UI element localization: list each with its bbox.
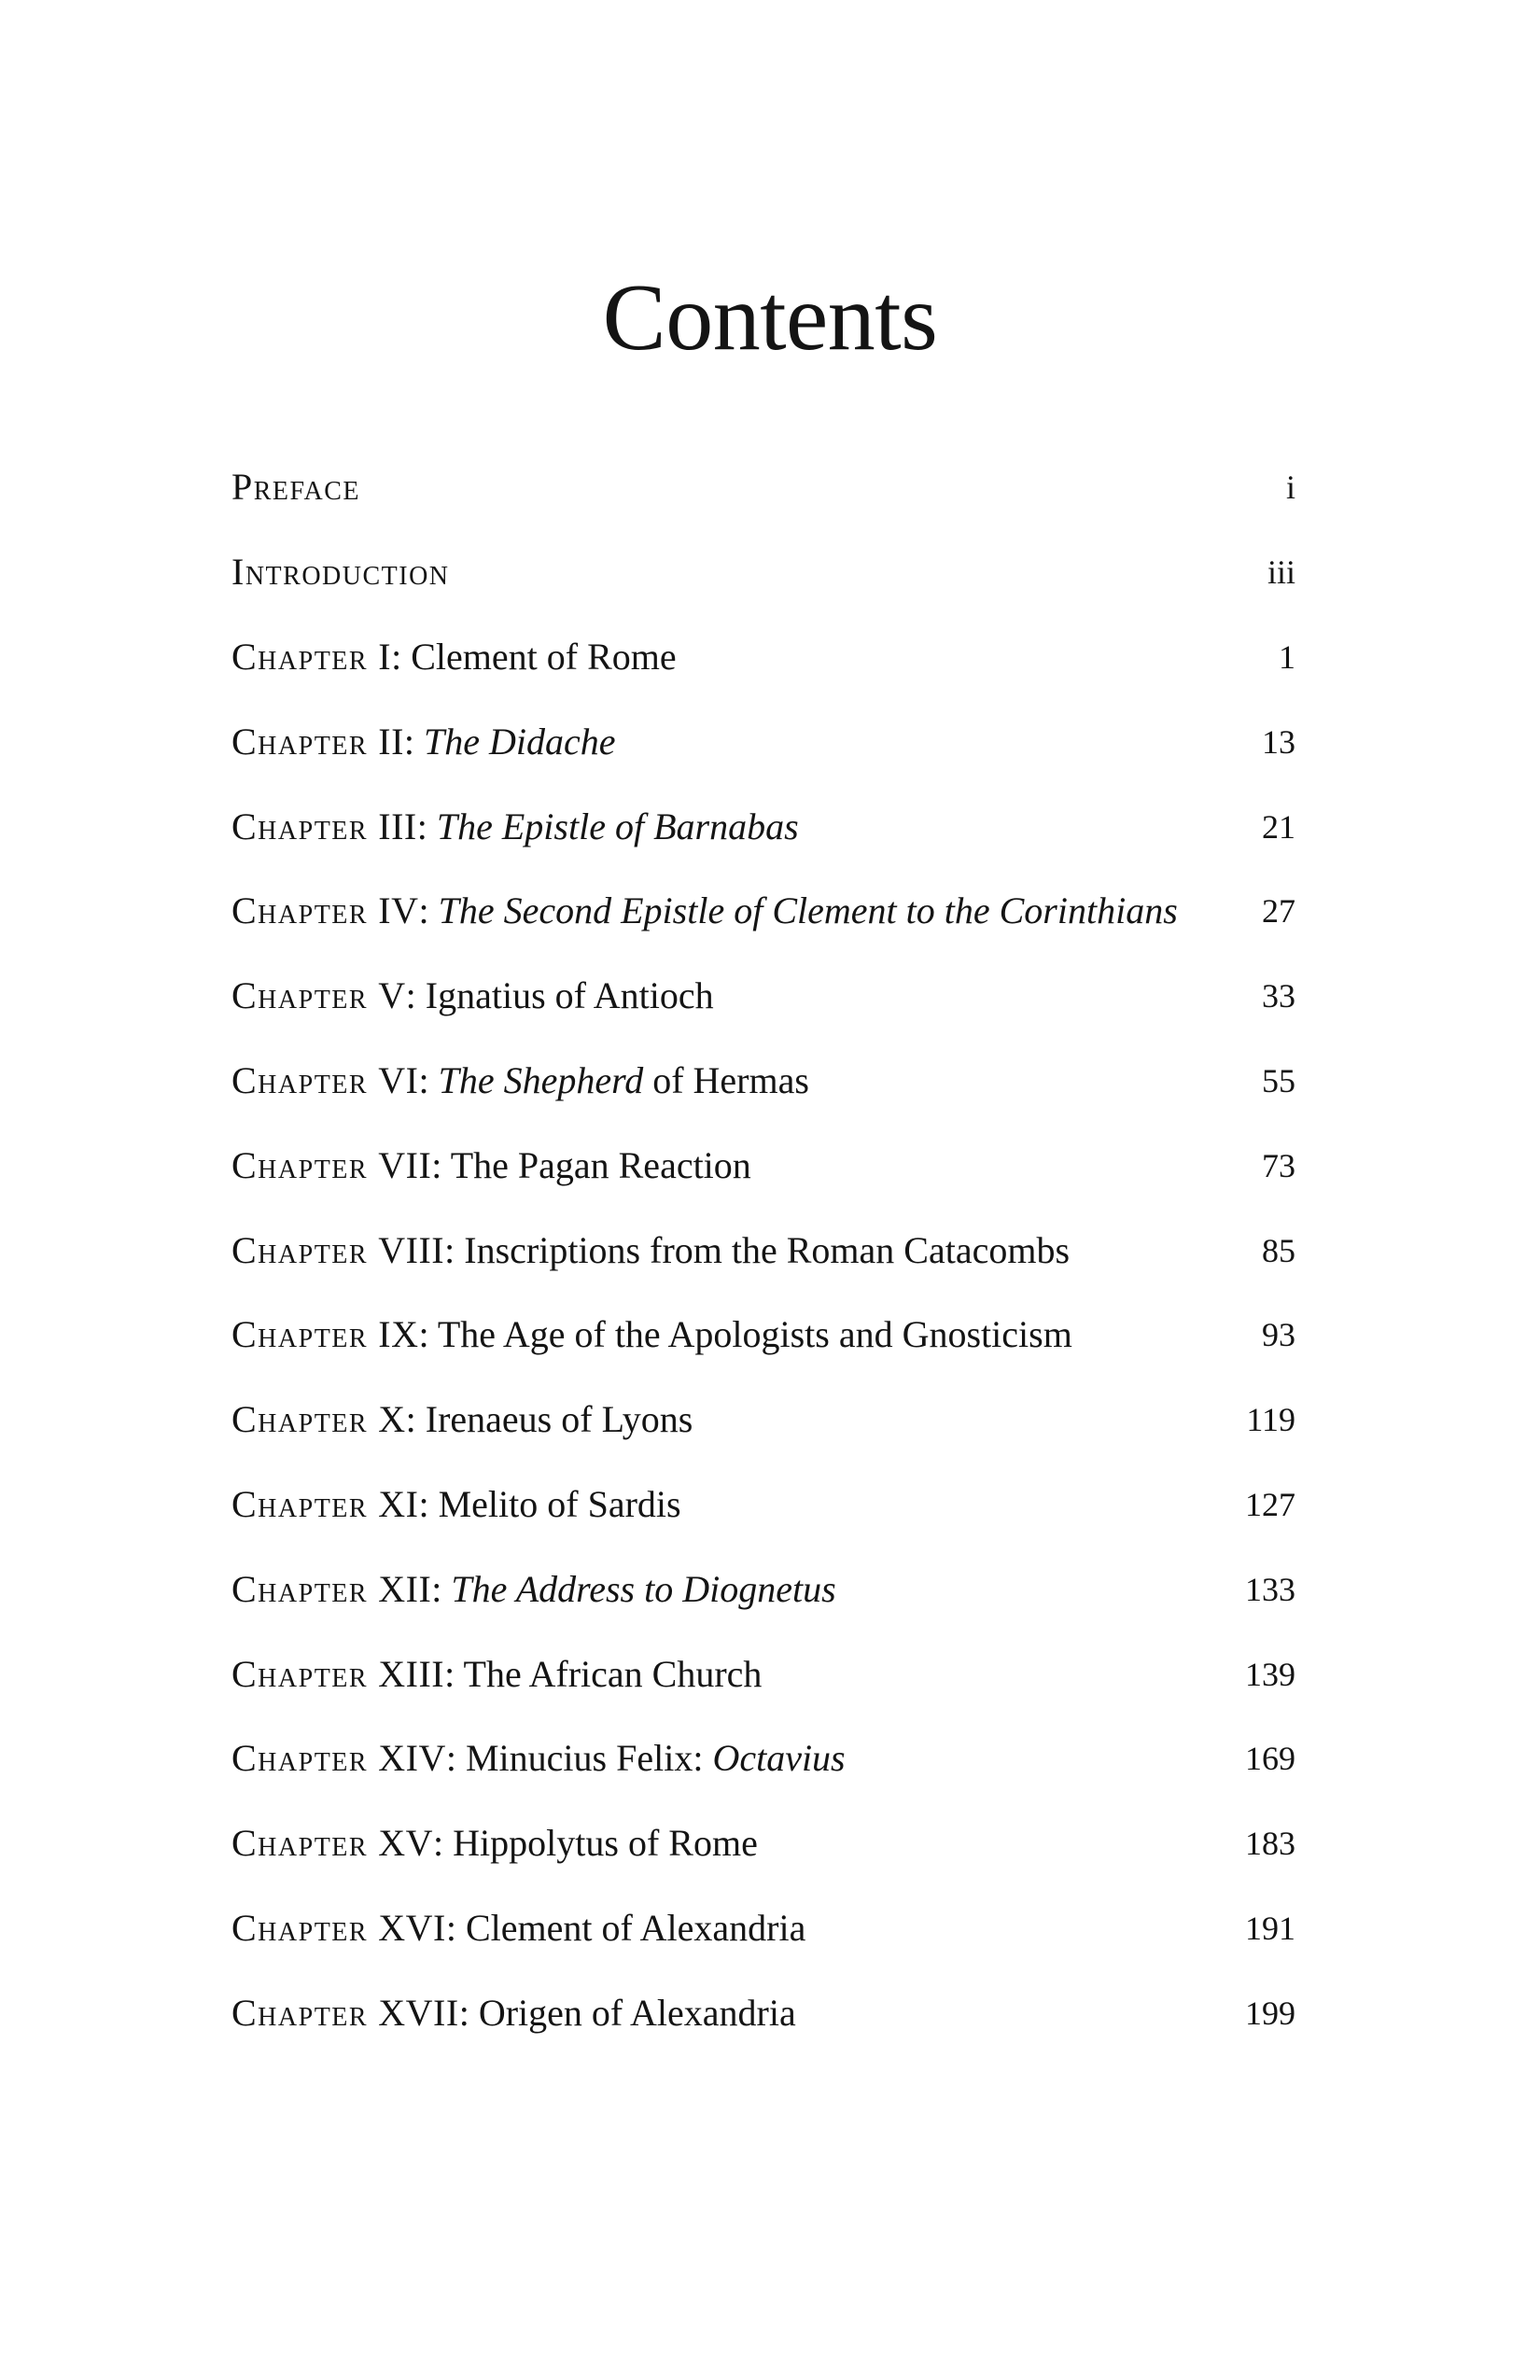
toc-entry-title	[231, 889, 1178, 932]
toc-entry-name-roman: Origen of Alexandria	[478, 1991, 796, 2034]
toc-entry-label: Chapter	[231, 974, 369, 1017]
toc-entry-label: Chapter	[231, 1313, 369, 1356]
toc-entry-label: Introduction	[231, 551, 450, 594]
toc-entry[interactable]	[231, 784, 1295, 869]
toc-entry[interactable]	[231, 699, 1295, 784]
toc-entry-label: Chapter	[231, 1906, 369, 1949]
toc-entry-label: Chapter	[231, 1058, 369, 1101]
toc-entry-title	[231, 1398, 693, 1441]
toc-entry[interactable]	[231, 530, 1295, 615]
toc-entry[interactable]	[231, 1886, 1295, 1971]
toc-entry-name-roman: Clement of Alexandria	[465, 1906, 806, 1949]
toc-entry-name-roman: Inscriptions from the Roman Catacombs	[464, 1228, 1071, 1271]
toc-entry-name-roman: Melito of Sardis	[438, 1482, 681, 1525]
toc-entry-title	[231, 1991, 796, 2034]
toc-entry-title	[231, 551, 450, 594]
toc-entry-page: 139	[1245, 1655, 1295, 1693]
toc-entry-name	[426, 974, 714, 1016]
toc-entry-label: Chapter	[231, 889, 369, 932]
toc-entry-label: Chapter	[231, 1482, 369, 1525]
toc-entry-label: Chapter	[231, 1228, 369, 1271]
toc-entry-title	[231, 720, 616, 763]
toc-entry-page: 13	[1262, 722, 1295, 761]
toc-entry-title	[231, 1652, 763, 1695]
toc-entry-title	[231, 1313, 1072, 1356]
toc-entry-number: VI	[378, 1058, 419, 1101]
toc-entry-page: 33	[1262, 977, 1295, 1015]
toc-entry-title	[231, 1822, 758, 1865]
toc-entry[interactable]	[231, 615, 1295, 700]
toc-entry-number: XI	[378, 1482, 419, 1525]
toc-entry-label: Chapter	[231, 1737, 369, 1780]
toc-entry-separator: :	[418, 1058, 439, 1101]
toc-entry-title	[231, 466, 361, 509]
toc-entry[interactable]	[231, 869, 1295, 954]
toc-entry-name	[451, 1144, 751, 1186]
toc-entry-separator: :	[433, 1822, 454, 1865]
toc-entry-label: Chapter	[231, 1143, 369, 1186]
toc-entry-number: III	[378, 805, 417, 847]
toc-entry-title	[231, 1567, 836, 1610]
toc-entry[interactable]	[231, 1378, 1295, 1463]
toc-entry-name-roman: The Age of the Apologists and Gnosticism	[437, 1313, 1072, 1356]
toc-entry-page: 55	[1262, 1061, 1295, 1099]
toc-entry-name-italic: The Shepherd	[438, 1058, 644, 1101]
toc-entry-number: VII	[378, 1143, 432, 1186]
toc-entry-label: Chapter	[231, 635, 369, 678]
toc-entry-page: 85	[1262, 1231, 1295, 1269]
toc-entry-title	[231, 1228, 1071, 1271]
toc-entry[interactable]	[231, 445, 1295, 530]
toc-entry-name	[464, 1229, 1070, 1271]
toc-entry-name-italic: Octavius	[712, 1737, 846, 1780]
toc-entry-number: IX	[378, 1313, 419, 1356]
toc-entry-page: 183	[1245, 1825, 1295, 1863]
toc-entry-title	[231, 1906, 806, 1949]
toc-entry-separator: :	[403, 720, 425, 763]
toc-entry-number: XIII	[378, 1652, 445, 1695]
toc-entry-label: Chapter	[231, 1398, 369, 1441]
table-of-contents	[231, 445, 1295, 2055]
toc-entry[interactable]	[231, 1039, 1295, 1124]
toc-entry-name	[451, 1568, 835, 1610]
toc-entry-number: II	[378, 720, 404, 763]
toc-entry-name-roman: Clement of Rome	[411, 635, 677, 678]
toc-entry-page: 73	[1262, 1146, 1295, 1184]
toc-entry-name	[479, 1992, 796, 2034]
toc-entry-separator: :	[418, 889, 439, 932]
toc-entry-page: 133	[1245, 1570, 1295, 1608]
toc-entry-separator: :	[445, 1906, 466, 1949]
toc-entry-name-italic: The Epistle of Barnabas	[436, 805, 799, 847]
toc-entry-page: 127	[1245, 1485, 1295, 1523]
toc-entry-name	[464, 1653, 763, 1695]
toc-entry-number: I	[378, 635, 392, 678]
toc-entry-page: 27	[1262, 892, 1295, 931]
toc-entry-number: XV	[378, 1822, 434, 1865]
toc-entry-label: Chapter	[231, 805, 369, 847]
toc-entry-separator: :	[444, 1228, 465, 1271]
toc-entry-page: 169	[1245, 1740, 1295, 1778]
toc-entry[interactable]	[231, 1293, 1295, 1378]
toc-entry-page: 191	[1245, 1909, 1295, 1947]
toc-entry-name	[437, 805, 799, 847]
toc-entry[interactable]	[231, 1463, 1295, 1547]
toc-entry-label: Chapter	[231, 1652, 369, 1695]
toc-entry-page: 1	[1279, 637, 1295, 676]
toc-entry[interactable]	[231, 954, 1295, 1039]
toc-entry-name-roman: The Pagan Reaction	[450, 1143, 751, 1186]
toc-entry-title	[231, 635, 677, 678]
toc-entry-separator: :	[405, 1398, 426, 1441]
toc-entry-title	[231, 805, 799, 847]
toc-entry[interactable]	[231, 1801, 1295, 1886]
toc-entry-name	[439, 889, 1178, 931]
toc-entry-name	[426, 1398, 693, 1440]
toc-entry-number: VIII	[378, 1228, 445, 1271]
toc-entry[interactable]	[231, 1716, 1295, 1801]
toc-entry-name-roman: Minucius Felix:	[465, 1737, 713, 1780]
toc-entry-name	[411, 636, 676, 678]
toc-entry-separator: :	[418, 1482, 439, 1525]
toc-entry[interactable]	[231, 1631, 1295, 1716]
toc-entry-separator: :	[431, 1567, 452, 1610]
toc-entry-number: X	[378, 1398, 406, 1441]
toc-entry-number: XII	[378, 1567, 432, 1610]
toc-entry-separator: :	[391, 635, 412, 678]
toc-entry-page: 21	[1262, 807, 1295, 846]
toc-entry[interactable]	[231, 1970, 1295, 2055]
toc-entry-number: XVI	[378, 1906, 446, 1949]
toc-entry-separator: :	[445, 1737, 466, 1780]
toc-entry-name-italic: The Address to Diognetus	[451, 1567, 836, 1610]
toc-entry-page: 93	[1262, 1316, 1295, 1354]
toc-entry-number: XVII	[378, 1991, 459, 2034]
toc-entry[interactable]	[231, 1547, 1295, 1631]
toc-entry-separator: :	[458, 1991, 479, 2034]
toc-entry-name-italic: The Didache	[424, 720, 616, 763]
toc-entry-name	[439, 1483, 681, 1525]
toc-entry-title	[231, 1058, 809, 1101]
toc-entry-title	[231, 974, 714, 1017]
toc-entry-name-italic: The Second Epistle of Clement to the Corinthians	[438, 889, 1178, 932]
toc-entry-number: IV	[378, 889, 419, 932]
toc-entry-page: i	[1285, 469, 1295, 507]
toc-entry-label: Chapter	[231, 1822, 369, 1865]
toc-entry-page: 199	[1245, 1994, 1295, 2032]
toc-entry-label: Chapter	[231, 1567, 369, 1610]
toc-entry-number: XIV	[378, 1737, 446, 1780]
toc-entry-separator: :	[431, 1143, 451, 1186]
toc-entry-name-roman: Ignatius of Antioch	[425, 974, 714, 1017]
toc-entry-label: Chapter	[231, 720, 369, 763]
toc-entry-title	[231, 1143, 751, 1186]
toc-entry-name-roman: of Hermas	[643, 1058, 809, 1101]
toc-entry[interactable]	[231, 1123, 1295, 1208]
toc-entry-page: iii	[1267, 553, 1295, 592]
toc-entry-name	[466, 1907, 805, 1949]
toc-entry-name-roman: Hippolytus of Rome	[453, 1822, 758, 1865]
toc-entry-name-roman: The African Church	[463, 1652, 763, 1695]
toc-entry-label: Preface	[231, 466, 361, 509]
toc-entry-separator: :	[405, 974, 426, 1017]
toc-entry-name	[424, 721, 616, 763]
toc-entry-label: Chapter	[231, 1991, 369, 2034]
toc-entry-separator: :	[418, 1313, 438, 1356]
toc-entry-title	[231, 1482, 681, 1525]
toc-entry-title	[231, 1737, 846, 1780]
toc-entry-name	[466, 1737, 846, 1779]
toc-entry-separator: :	[416, 805, 437, 847]
toc-entry-name-roman: Irenaeus of Lyons	[425, 1398, 693, 1441]
toc-entry-number: V	[378, 974, 406, 1017]
toc-entry-name	[439, 1059, 809, 1101]
toc-entry-page: 119	[1246, 1401, 1295, 1439]
toc-entry-separator: :	[444, 1652, 464, 1695]
toc-entry-name	[438, 1313, 1072, 1355]
toc-entry[interactable]	[231, 1208, 1295, 1293]
page-title: Contents	[602, 265, 938, 371]
toc-entry-name	[453, 1822, 758, 1864]
